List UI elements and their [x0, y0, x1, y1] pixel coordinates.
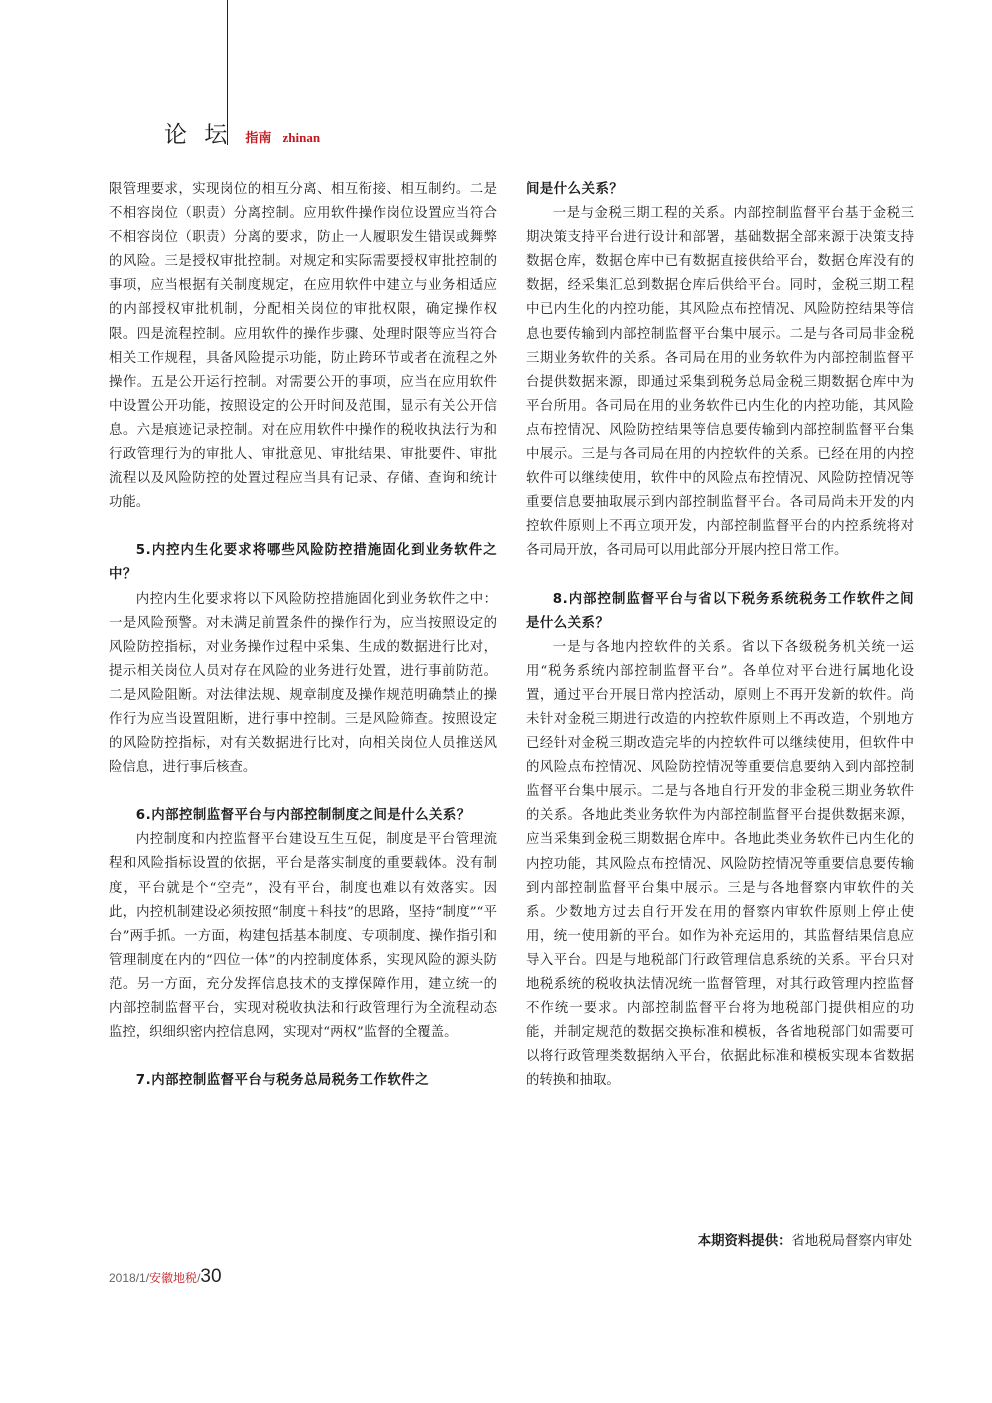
paragraph-continued: 限管理要求，实现岗位的相互分离、相互衔接、相互制约。二是不相容岗位（职责）分离控制。应用软件操作岗位设置应当符合不相容岗位（职责）分离的要求，防止一人履职发生错误或舞弊的风险。三是授权审批控制。对规定和实际需要授权审批控制的事项，应当根据有关制度规定，在应用软件中建立与业务相适应的内部授权审批机制，分配相关岗位的审批权限，确定操作权限。四是流程控制。应用软件的操作步骤、处理时限等应当符合相关工作规程，具备风险提示功能，防止跨环节或者在流程之外操作。五是公开运行控制。对需要公开的事项，应当在应用软件中设置公开功能，按照设定的公开时间及范围，显示有关公开信息。六是痕迹记录控制。对在应用软件中操作的税收执法行为和行政管理行为的审批人、审批意见、审批结果、审批要件、审批流程以及风险防控的处置过程应当具有记录、存储、查询和统计功能。: [109, 182, 497, 511]
left-column: [109, 178, 497, 1093]
page-number: 30: [200, 1266, 222, 1287]
page-header: [164, 116, 320, 148]
answer-5-paragraph: 内控内生化要求将以下风险防控措施固化到业务软件之中：一是风险预警。对未满足前置条件的操作行为，应当按照设定的风险防控指标，对业务操作过程中采集、生成的数据进行比对，提示相关岗位人员对存在风险的业务进行处置，进行事前防范。二是风险阻断。对法律法规、规章制度及操作规范明确禁止的操作行为应当设置阻断，进行事中控制。三是风险筛查。按照设定的风险防控指标，对有关数据进行比对，向相关岗位人员推送风险信息，进行事后核查。: [109, 591, 497, 776]
page-footer: [109, 1266, 222, 1288]
answer-8-paragraph: 一是与各地内控软件的关系。省以下各级税务机关统一运用“税务系统内部控制监督平台”。各单位对平台进行属地化设置，通过平台开展日常内控活动，原则上不再开发新的软件。尚未针对金税三期进行改造的内控软件原则上不再改造，个别地方已经针对金税三期改造完毕的内控软件可以继续使用，但软件中的风险点布控情况、风险防控情况等重要信息要纳入到内部控制监督平台集中展示。二是与各地自行开发的非金税三期业务软件的关系。各地此类业务软件为内部控制监督平台提供数据来源，应当采集到金税三期数据仓库中。各地此类业务软件已内生化的内控功能，其风险点布控情况、风险防控情况等重要信息要传输到内部控制监督平台集中展示。三是与各地督察内审软件的关系。少数地方过去自行开发在用的督察内审软件原则上停止使用，统一使用新的平台。如作为补充运用的，其监督结果信息应导入平台。四是与地税部门行政管理信息系统的关系。平台只对地税系统的税收执法情况统一监督管理，对其行政管理内控监督不作统一要求。内部控制监督平台将为地税部门提供相应的功能，并制定规范的数据交换标准和模板，各省地税部门如需要可以将行政管理类数据纳入平台，依据此标准和模板实现本省数据的转换和抽取。: [526, 639, 914, 1089]
issue-date: 2018/1/: [109, 1271, 150, 1285]
right-column: [526, 178, 914, 1093]
question-7-heading: 7.内部控制监督平台与税务总局税务工作软件之: [135, 1073, 430, 1089]
answer-6-paragraph: 内控制度和内控监督平台建设互生互促，制度是平台管理流程和风险指标设置的依据，平台是落实制度的重要载体。没有制度，平台就是个“空壳”，没有平台，制度也难以有效落实。因此，内控机制建设必须按照“制度＋科技”的思路，坚持“制度”“平台”两手抓。一方面，构建包括基本制度、专项制度、操作指引和管理制度在内的“四位一体”的内控制度体系，实现风险的源头防范。另一方面，充分发挥信息技术的支撑保障作用，建立统一的内部控制监督平台，实现对税收执法和行政管理行为全流程动态监控，织细织密内控信息网，实现对“两权”监督的全覆盖。: [109, 832, 497, 1041]
section-name-cn: 指南: [245, 131, 272, 146]
footer-separator: /: [197, 1271, 201, 1285]
magazine-name: 安徽地税: [149, 1271, 198, 1285]
question-6-heading: 6.内部控制监督平台与内部控制制度之间是什么关系？: [135, 808, 471, 824]
question-5-heading: 5.内控内生化要求将哪些风险防控措施固化到业务软件之中？: [109, 543, 497, 583]
question-8-heading: 8.内部控制监督平台与省以下税务系统税务工作软件之间是什么关系？: [526, 591, 914, 631]
credit-value: 省地税局督察内审处: [791, 1234, 912, 1249]
credit-label: 本期资料提供：: [697, 1234, 792, 1249]
section-name-en: zhinan: [282, 130, 321, 145]
source-credit: [698, 1230, 912, 1254]
question-7-heading-continued: 间是什么关系？: [526, 182, 624, 197]
answer-7-paragraph: 一是与金税三期工程的关系。内部控制监督平台基于金税三期决策支持平台进行设计和部署，基础数据全部来源于决策支持数据仓库，数据仓库中已有数据直接供给平台，数据仓库没有的数据，经采集汇总到数据仓库后供给平台。同时，金税三期工程中已内生化的内控功能，其风险点布控情况、风险防控结果等信息也要传输到内部控制监督平台集中展示。二是与各司局非金税三期业务软件的关系。各司局在用的业务软件为内部控制监督平台提供数据来源，即通过采集到税务总局金税三期数据仓库中为平台所用。各司局在用的业务软件已内生化的内控功能，其风险点布控情况、风险防控结果等信息要传输到内部控制监督平台集中展示。三是与各司局在用的内控软件的关系。已经在用的内控软件可以继续使用，软件中的风险点布控情况、风险防控情况等重要信息要抽取展示到内部控制监督平台。各司局尚未开发的内控软件原则上不再立项开发，内部控制监督平台的内控系统将对各司局开放，各司局可以用此部分开展内控日常工作。: [526, 206, 914, 559]
column-title: 论 坛: [164, 122, 233, 148]
